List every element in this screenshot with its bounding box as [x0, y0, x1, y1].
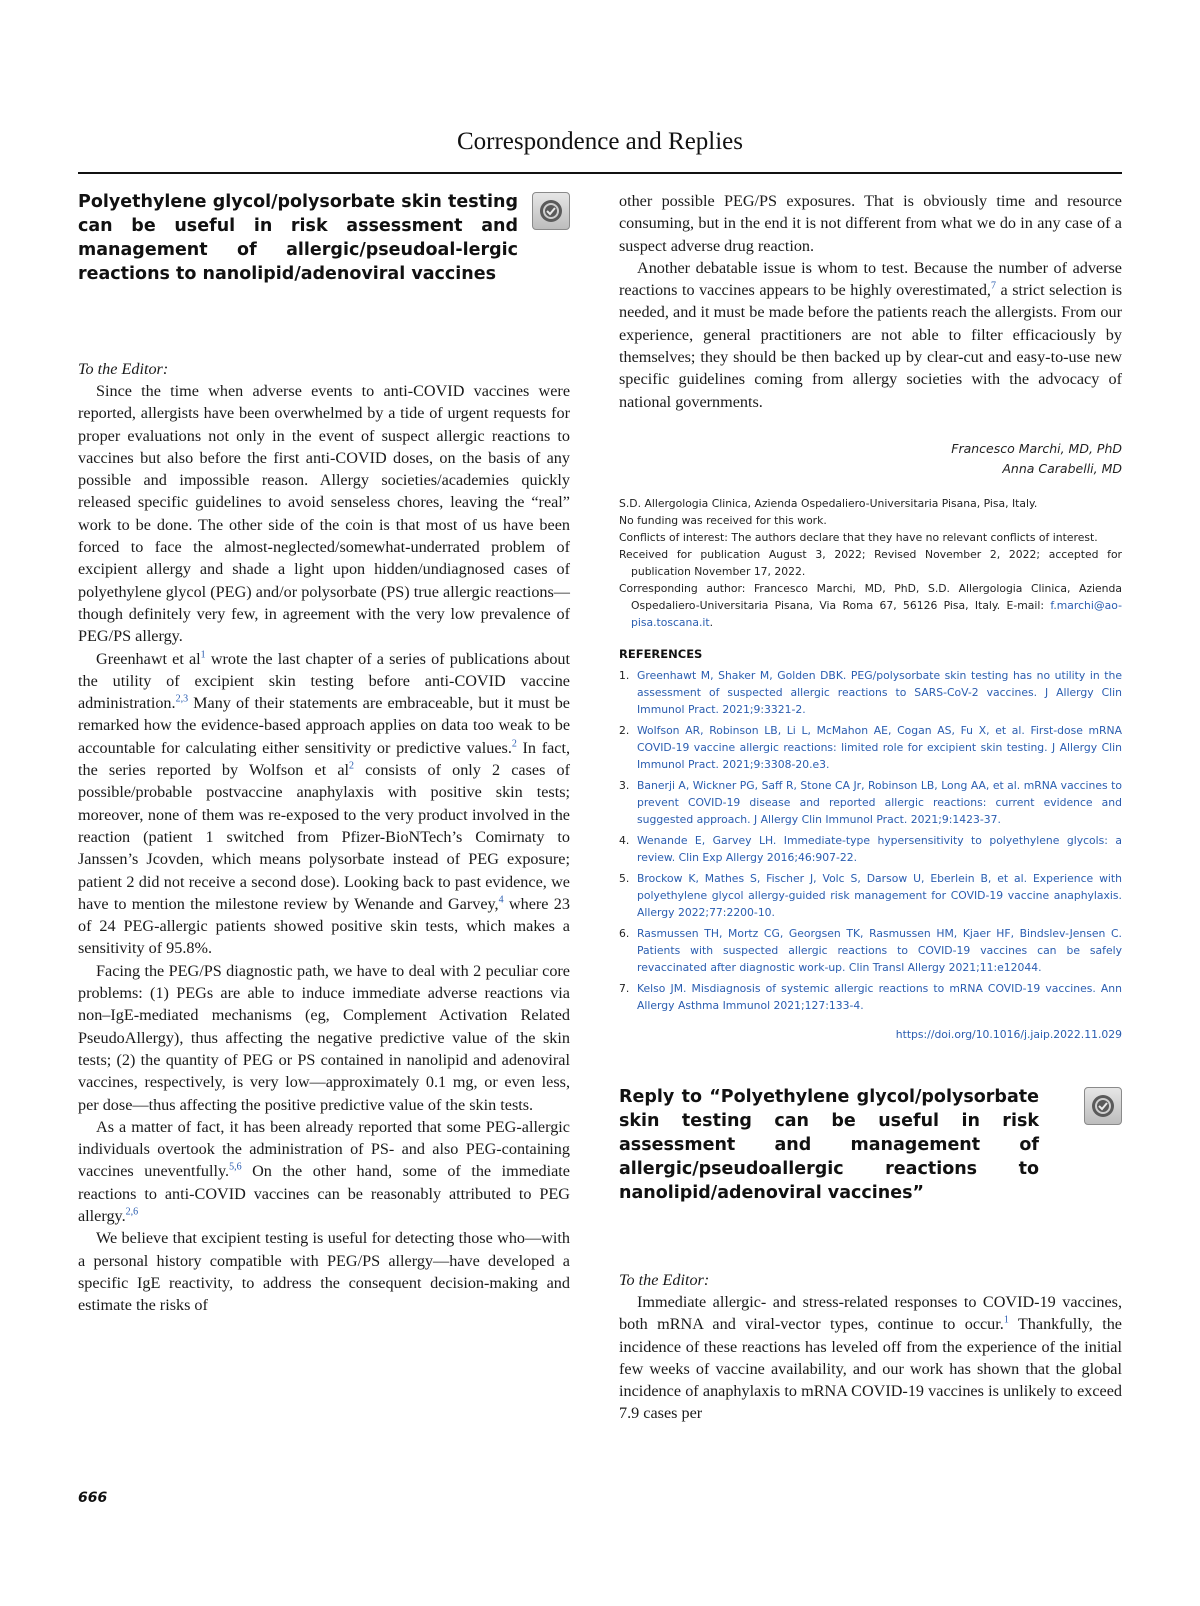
citation-link[interactable]: 7 — [990, 280, 996, 292]
article2-body — [619, 1291, 1122, 1425]
citation-link[interactable]: 2,6 — [125, 1206, 139, 1218]
citation-link[interactable]: 2 — [349, 760, 354, 772]
article1-paragraph-2: Greenhawt et $al^1$ wrote the last chapter of a series of publications about the utility of excipient skin testing before anti-COVID vaccine administration.$^{2,3}$ Many of their statements are embraceable, but it must be remarked how the evidence-based approach applies on data too weak to be accountable for calculating either sensitivity or predictive values.$^2$ In fact, the series reported by Wolfson et $al^2$ consists of only 2 cases of possible/probable postvaccine anaphylaxis with positive skin tests; moreover, none of them was re-exposed to the very product involved in the reaction (patient 1 switched from Pfizer-BioNTech’s Comirnaty to Janssen’s Jcovden, which means polysorbate instead of PEG exposure; patient 2 did not receive a second dose). Looking back to past evidence, we have to mention the milestone review by Wenande and Garvey,$^4$ where 23 of 24 PEG-allergic patients showed positive skin tests, which makes a sensitivity of 95.8%. — [78, 649, 571, 958]
article2-paragraph-1: Immediate allergic- and stress-related responses to COVID-19 vaccines, both mRNA and viral-vector types, continue to occur.$^1$ Thankfully, the incidence of these reactions has leveled off from the experience of the initial few weeks of vaccine availability, and our work has shown that the global incidence of anaphylaxis to mRNA COVID-19 vaccines is unlikely to exceed 7.9 cases per — [619, 1292, 1122, 1423]
author-2: Anna Carabelli, MD — [1002, 460, 1122, 476]
reference-item[interactable]: 1. Greenhawt M, Shaker M, Golden DBK. PEG/polysorbate skin testing has no utility in the assessment of suspected allergic reactions to SARS-CoV-2 vaccines. J Allergy Clin Immunol Pract. 2021;9:3321-2. — [619, 668, 1122, 716]
reference-item[interactable]: 3. Banerji A, Wickner PG, Saff R, Stone CA Jr, Robinson LB, Long AA, et al. mRNA vaccines to prevent COVID-19 disease and reported allergic reactions: current evidence and suggested approach. J Allergy Clin Immunol Pract. 2021;9:1423-37. — [619, 778, 1122, 826]
reference-item[interactable]: 5. Brockow K, Mathes S, Fischer J, Volc S, Darsow U, Eberlein B, et al. Experience with polyethylene glycol allergy-guided risk management for COVID-19 vaccine anaphylaxis. Allergy 2022;77:2200-10. — [619, 871, 1122, 919]
article1-paragraph-3: Facing the PEG/PS diagnostic path, we have to deal with 2 peculiar core problems: (1) PEGs are able to induce immediate adverse reactions via non–IgE-mediated mechanisms (eg, Complement Activation Related PseudoAllergy), thus affecting the negative predictive value of the skin tests; (2) the quantity of PEG or PS contained in nanolipid and adenoviral vaccines, respectively, is very low—approximately 0.1 mg, or even less, per dose—thus affecting the positive predictive value of the skin tests. — [78, 961, 570, 1114]
citation-link[interactable]: 2 — [511, 738, 517, 750]
article-footnotes — [619, 495, 1122, 631]
references-list — [619, 667, 1122, 1014]
reference-item[interactable]: 4. Wenande E, Garvey LH. Immediate-type hypersensitivity to polyethylene glycols: a review. Clin Exp Allergy 2016;46:907-22. — [619, 833, 1122, 864]
references-heading: REFERENCES — [619, 646, 703, 661]
reference-item[interactable]: 6. Rasmussen TH, Mortz CG, Georgsen TK, Rasmussen HM, Kjaer HF, Bindslev-Jensen C. Patients with suspected allergic reactions to COVID-19 vaccines can be safely revaccinated after diagnostic work-up. Clin Transl Allergy 2021;11:e12044. — [619, 926, 1122, 974]
check-for-updates-icon[interactable] — [532, 192, 570, 230]
article1-paragraph-4: As a matter of fact, it has been already reported that some PEG-allergic individuals overtook the administration of PS- and also PEG-containing vaccines uneventfully.$^{5,6}$ On the other hand, some of the immediate reactions to anti-COVID vaccines can be reasonably attributed to PEG allergy.$^{2,6}$ — [78, 1117, 570, 1225]
article1-body-continued — [619, 190, 1122, 413]
header-rule — [78, 172, 1122, 174]
reference-item[interactable]: 2. Wolfson AR, Robinson LB, Li L, McMahon AE, Cogan AS, Fu X, et al. First-dose mRNA COVID-19 vaccine allergic reactions: limited role for excipient skin testing. J Allergy Clin Immunol Pract. 2021;9:3308-20.e3. — [619, 723, 1122, 771]
article2-title: Reply to “Polyethylene glycol/polysorbate skin testing can be useful in risk assessment and management of allergic/pseudoallergic reactions to nanolipid/adenoviral vaccines” — [619, 1086, 1039, 1203]
article1-paragraph-1: Since the time when adverse events to anti-COVID vaccines were reported, allergists have been overwhelmed by a tide of urgent requests for proper evaluations not only in the event of suspect allergic reactions to vaccines but also before the first anti-COVID doses, on the basis of any possible and impossible reason. Allergy societies/academies quickly released specific guidelines to avoid senseless chores, leaving the “real” work to be done. The other side of the coin is that most of us have been forced to face the almost-neglected/somewhat-underrated problem of excipient allergy and shade a light upon hidden/undiagnosed cases of polyethylene glycol (PEG) and/or polysorbate (PS) true allergic reactions—though definitely very few, in agreement with the very low prevalence of PEG/PS allergy. — [78, 382, 570, 646]
article2-salutation: To the Editor: — [619, 1270, 710, 1289]
doi-link[interactable]: https://doi.org/10.1016/j.jaip.2022.11.029 — [895, 1027, 1122, 1041]
article1-title-row — [78, 190, 570, 286]
author-1: Francesco Marchi, MD, PhD — [951, 440, 1122, 456]
citation-link[interactable]: 1 — [1003, 1314, 1009, 1326]
article1-paragraph-5-continued: other possible PEG/PS exposures. That is obviously time and resource consuming, but in the end it is not different from what we do in any case of a suspect adverse drug reaction. — [619, 192, 1122, 255]
left-column — [78, 190, 570, 1316]
received-dates: Received for publication August 3, 2022; Revised November 2, 2022; accepted for publication November 17, 2022. — [619, 547, 1122, 578]
reference-item[interactable]: 7. Kelso JM. Misdiagnosis of systemic allergic reactions to mRNA COVID-19 vaccines. Ann Allergy Asthma Immunol 2021;127:133-4. — [619, 981, 1122, 1012]
funding-statement: No funding was received for this work. — [619, 513, 827, 527]
citation-link[interactable]: 2,3 — [175, 693, 189, 705]
article1-paragraph-5: We believe that excipient testing is useful for detecting those who—with a personal history compatible with PEG/PS allergy—have developed a specific IgE reactivity, to address the consequent decision-making and estimate the risks of — [78, 1229, 570, 1315]
article1-body — [78, 380, 570, 1316]
article1-paragraph-6: Another debatable issue is whom to test. Because the number of adverse reactions to vaccines appears to be highly overestimated,$^7$ a strict selection is needed, and it must be made before the patients reach the allergists. From our experience, general practitioners are not able to filter efficaciously by themselves; they should be then backed up by clear-cut and easy-to-use new specific guidelines coming from allergy societies with the advocacy of national governments. — [619, 258, 1122, 411]
section-title: Correspondence and Replies — [456, 128, 744, 155]
corresponding-author: Corresponding author: Francesco Marchi, MD, PhD, S.D. Allergologia Clinica, Azienda Ospedaliero-Universitaria Pisana, Via Roma 67, 56126 Pisa, Italy. E-mail: f.marchi@ao-pisa.toscana.it. — [619, 581, 1122, 629]
article2-title-row — [619, 1085, 1122, 1205]
author-signature — [619, 439, 1122, 479]
citation-link[interactable]: 1 — [200, 649, 206, 661]
page-number: 666 — [78, 1490, 108, 1506]
article1-title: Polyethylene glycol/polysorbate skin testing can be useful in risk assessment and management of allergic/pseudoal-lergic reactions to nanolipid/adenoviral vaccines — [78, 192, 518, 284]
right-column — [619, 190, 1122, 1425]
citation-link[interactable]: 5,6 — [229, 1162, 242, 1173]
check-for-updates-icon[interactable] — [1084, 1087, 1122, 1125]
article1-salutation: To the Editor: — [78, 360, 169, 378]
citation-link[interactable]: 4 — [498, 894, 504, 906]
affiliation: S.D. Allergologia Clinica, Azienda Ospedaliero-Universitaria Pisana, Pisa, Italy. — [619, 496, 1038, 510]
email-link[interactable]: f.marchi@ao-pisa.toscana.it — [631, 598, 1122, 629]
conflicts-statement: Conflicts of interest: The authors declare that they have no relevant conflicts of interest. — [619, 530, 1098, 544]
